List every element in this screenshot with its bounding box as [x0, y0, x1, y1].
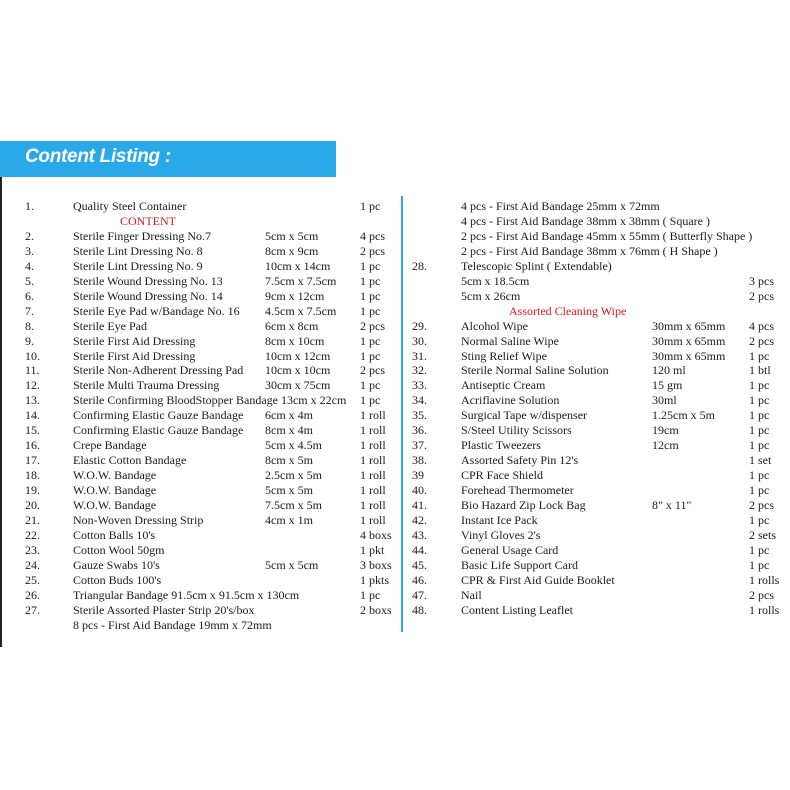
item-quantity: 2 boxs — [360, 602, 392, 617]
item-quantity: 2 pcs — [360, 318, 385, 333]
item-quantity: 1 pc — [360, 587, 381, 602]
content-listing-banner — [0, 141, 336, 177]
item-name: Non-Woven Dressing Strip — [73, 512, 204, 527]
item-quantity: 1 roll — [360, 512, 386, 527]
item-number: 2. — [25, 228, 34, 243]
item-number: 6. — [25, 288, 34, 303]
item-name: Bio Hazard Zip Lock Bag — [461, 498, 586, 512]
item-quantity: 1 pc — [749, 468, 770, 483]
list-item — [0, 453, 790, 468]
item-size: 12cm — [652, 438, 679, 453]
item-quantity: 1 pc — [360, 378, 381, 393]
item-number: 37. — [412, 438, 427, 453]
item-quantity: 1 pc — [749, 348, 770, 363]
item-number: 1. — [25, 199, 34, 213]
item-name: Cotton Buds 100's — [73, 572, 162, 587]
item-size: 10cm x 10cm — [265, 363, 331, 378]
item-number: 19. — [25, 483, 40, 498]
item-number: 16. — [25, 438, 40, 453]
item-quantity: 1 pc — [360, 333, 381, 348]
item-size: 30mm x 65mm — [652, 348, 726, 363]
item-number: 43. — [412, 527, 427, 542]
item-quantity: 2 pcs — [360, 243, 385, 258]
item-quantity: 2 pcs — [360, 363, 385, 378]
item-name: Content Listing Leaflet — [461, 602, 573, 617]
list-item — [0, 378, 790, 393]
item-number: 4. — [25, 258, 34, 273]
list-item — [0, 319, 790, 334]
item-name: W.O.W. Bandage — [73, 483, 157, 498]
item-number: 38. — [412, 453, 427, 468]
item-name: Forehead Thermometer — [461, 483, 574, 498]
item-name: 4 pcs - First Aid Bandage 25mm x 72mm — [461, 199, 660, 213]
item-quantity: 2 sets — [749, 527, 776, 542]
item-number: 5. — [25, 273, 34, 288]
item-quantity: 4 pcs — [749, 318, 774, 333]
item-number: 3. — [25, 243, 34, 258]
item-size: 120 ml — [652, 363, 686, 378]
item-name: Sterile First Aid Dressing — [73, 348, 196, 363]
item-quantity: 1 pkt — [360, 542, 385, 557]
list-item — [0, 199, 790, 214]
item-name: Sterile Assorted Plaster Strip 20's/box — [73, 602, 255, 617]
page-title: Content Listing : — [25, 146, 171, 167]
item-number: 32. — [412, 363, 427, 378]
item-name: Plastic Tweezers — [461, 438, 541, 453]
item-size: 7.5cm x 7.5cm — [265, 273, 337, 288]
item-quantity: 1 roll — [360, 468, 386, 483]
item-name: 2 pcs - First Aid Bandage 45mm x 55mm ( Butterfly Shape ) — [461, 228, 753, 243]
item-quantity: 1 pc — [360, 199, 381, 213]
item-number: 33. — [412, 378, 427, 393]
list-item — [0, 349, 790, 364]
item-quantity: 1 roll — [360, 483, 386, 498]
list-item — [0, 603, 790, 618]
item-name: Normal Saline Wipe — [461, 333, 559, 348]
item-number: 23. — [25, 542, 40, 557]
item-quantity: 1 pc — [360, 273, 381, 288]
item-size: 5cm x 5m — [265, 483, 313, 498]
item-quantity: 1 roll — [360, 423, 386, 438]
list-item — [0, 483, 790, 498]
item-number: 9. — [25, 333, 34, 348]
item-size: 2.5cm x 5m — [265, 468, 322, 483]
item-quantity: 1 rolls — [749, 602, 780, 617]
item-quantity: 1 pc — [360, 288, 381, 303]
item-quantity: 1 pc — [360, 303, 381, 318]
item-quantity: 2 pcs — [749, 333, 774, 348]
list-item — [0, 214, 790, 229]
list-item — [0, 618, 790, 633]
list-item — [0, 573, 790, 588]
item-name: Sting Relief Wipe — [461, 348, 547, 363]
item-name: Sterile Eye Pad — [73, 318, 147, 333]
item-name: Sterile Wound Dressing No. 14 — [73, 288, 223, 303]
item-size: 8" x 11" — [652, 498, 692, 512]
item-size: 8cm x 10cm — [265, 333, 325, 348]
item-quantity: 2 pcs — [749, 288, 774, 303]
list-item — [0, 244, 790, 259]
item-name: Sterile Non-Adherent Dressing Pad — [73, 363, 244, 378]
item-number: 29. — [412, 318, 427, 333]
item-number: 8. — [25, 318, 34, 333]
item-quantity: 1 pc — [749, 483, 770, 498]
list-item — [0, 423, 790, 438]
section-heading-text: Assorted Cleaning Wipe — [509, 303, 627, 318]
item-quantity: 1 btl — [749, 363, 771, 378]
item-name: Antiseptic Cream — [461, 378, 546, 393]
item-name: CPR & First Aid Guide Booklet — [461, 572, 615, 587]
item-name: 5cm x 18.5cm — [461, 273, 530, 288]
item-quantity: 1 pc — [749, 393, 770, 408]
list-item — [0, 543, 790, 558]
item-name: Cotton Balls 10's — [73, 527, 156, 542]
item-size: 30mm x 65mm — [652, 318, 726, 333]
item-name: Crepe Bandage — [73, 438, 147, 453]
list-item — [0, 259, 790, 274]
item-name: CPR Face Shield — [461, 468, 544, 483]
item-quantity: 1 roll — [360, 453, 386, 468]
item-name: Surgical Tape w/dispenser — [461, 408, 588, 423]
item-number: 22. — [25, 527, 40, 542]
item-name: Instant Ice Pack — [461, 512, 538, 527]
item-name: Sterile First Aid Dressing — [73, 333, 196, 348]
item-number: 26. — [25, 587, 40, 602]
item-quantity: 4 boxs — [360, 527, 392, 542]
item-quantity: 1 roll — [360, 498, 386, 512]
item-number: 20. — [25, 498, 40, 512]
item-number: 39 — [412, 468, 424, 483]
item-name: Telescopic Splint ( Extendable) — [461, 258, 612, 273]
item-name: 8 pcs - First Aid Bandage 19mm x 72mm — [73, 617, 272, 632]
item-name: 5cm x 26cm — [461, 288, 521, 303]
item-name: Acriflavine Solution — [461, 393, 560, 408]
item-quantity: 1 pc — [749, 423, 770, 438]
item-quantity: 1 pc — [749, 408, 770, 423]
item-number: 31. — [412, 348, 427, 363]
item-name: General Usage Card — [461, 542, 559, 557]
item-number: 44. — [412, 542, 427, 557]
item-name: Confirming Elastic Gauze Bandage — [73, 423, 244, 438]
item-size: 4.5cm x 7.5cm — [265, 303, 337, 318]
item-size: 1.25cm x 5m — [652, 408, 715, 423]
item-size: 10cm x 14cm — [265, 258, 331, 273]
item-number: 47. — [412, 587, 427, 602]
item-quantity: 3 boxs — [360, 557, 392, 572]
item-name: Quality Steel Container — [73, 199, 187, 213]
list-item — [0, 393, 790, 408]
item-size: 9cm x 12cm — [265, 288, 325, 303]
item-quantity: 1 pc — [749, 542, 770, 557]
item-name: 4 pcs - First Aid Bandage 38mm x 38mm ( Square ) — [461, 213, 710, 228]
item-quantity: 4 pcs — [360, 228, 385, 243]
item-name: S/Steel Utility Scissors — [461, 423, 572, 438]
item-name: W.O.W. Bandage — [73, 468, 157, 483]
list-item — [0, 334, 790, 349]
item-size: 4cm x 1m — [265, 512, 313, 527]
item-number: 13. — [25, 393, 40, 408]
item-number: 48. — [412, 602, 427, 617]
item-number: 18. — [25, 468, 40, 483]
item-number: 46. — [412, 572, 427, 587]
item-quantity: 1 set — [749, 453, 772, 468]
item-number: 21. — [25, 512, 40, 527]
item-quantity: 3 pcs — [749, 273, 774, 288]
item-size: 30mm x 65mm — [652, 333, 726, 348]
item-name: Sterile Lint Dressing No. 9 — [73, 258, 203, 273]
list-item — [0, 498, 790, 513]
item-number: 45. — [412, 557, 427, 572]
item-number: 36. — [412, 423, 427, 438]
list-item — [0, 468, 790, 483]
item-quantity: 1 pc — [360, 348, 381, 363]
list-item — [0, 558, 790, 573]
item-size: 5cm x 5cm — [265, 228, 319, 243]
item-quantity: 1 pc — [749, 557, 770, 572]
item-number: 42. — [412, 512, 427, 527]
item-name: Elastic Cotton Bandage — [73, 453, 187, 468]
item-name: Sterile Normal Saline Solution — [461, 363, 609, 378]
item-size: 30cm x 75cm — [265, 378, 331, 393]
item-quantity: 2 pcs — [749, 587, 774, 602]
list-item — [0, 513, 790, 528]
item-size: 19cm — [652, 423, 679, 438]
item-name: Alcohol Wipe — [461, 318, 528, 333]
item-number: 34. — [412, 393, 427, 408]
item-name: Sterile Multi Trauma Dressing — [73, 378, 220, 393]
item-quantity: 1 pc — [749, 512, 770, 527]
list-item — [0, 274, 790, 289]
item-name: Triangular Bandage 91.5cm x 91.5cm x 130cm — [73, 587, 300, 602]
item-name: Sterile Lint Dressing No. 8 — [73, 243, 203, 258]
item-number: 25. — [25, 572, 40, 587]
item-number: 10. — [25, 348, 40, 363]
item-number: 28. — [412, 258, 427, 273]
item-quantity: 1 pc — [360, 393, 381, 408]
item-size: 8cm x 4m — [265, 423, 313, 438]
list-item — [0, 528, 790, 543]
section-heading-text: CONTENT — [120, 213, 176, 228]
item-quantity: 1 pc — [749, 438, 770, 453]
item-quantity: 1 pc — [749, 378, 770, 393]
item-name: Confirming Elastic Gauze Bandage — [73, 408, 244, 423]
item-size: 10cm x 12cm — [265, 348, 331, 363]
item-size: 8cm x 5m — [265, 453, 313, 468]
item-name: W.O.W. Bandage — [73, 498, 157, 512]
item-name: Sterile Finger Dressing No.7 — [73, 228, 211, 243]
section-heading — [0, 304, 790, 319]
list-item — [0, 438, 790, 453]
item-name: Sterile Wound Dressing No. 13 — [73, 273, 223, 288]
item-size: 6cm x 8cm — [265, 318, 319, 333]
item-name: Nail — [461, 587, 482, 602]
item-quantity: 1 pc — [360, 258, 381, 273]
item-size: 8cm x 9cm — [265, 243, 319, 258]
item-name: Vinyl Gloves 2's — [461, 527, 541, 542]
item-quantity: 1 pkts — [360, 572, 390, 587]
item-quantity: 1 rolls — [749, 572, 780, 587]
item-number: 40. — [412, 483, 427, 498]
item-number: 14. — [25, 408, 40, 423]
item-number: 41. — [412, 498, 427, 512]
item-quantity: 2 pcs — [749, 498, 774, 512]
item-number: 15. — [25, 423, 40, 438]
item-number: 17. — [25, 453, 40, 468]
item-name: Basic Life Support Card — [461, 557, 578, 572]
item-size: 5cm x 5cm — [265, 557, 319, 572]
list-item — [0, 363, 790, 378]
list-item — [0, 408, 790, 423]
item-size: 6cm x 4m — [265, 408, 313, 423]
item-number: 11. — [25, 363, 40, 378]
item-name: 2 pcs - First Aid Bandage 38mm x 76mm ( H Shape ) — [461, 243, 718, 258]
item-number: 12. — [25, 378, 40, 393]
list-item — [0, 588, 790, 603]
item-number: 27. — [25, 602, 40, 617]
item-size: 7.5cm x 5m — [265, 498, 322, 512]
item-number: 30. — [412, 333, 427, 348]
item-name: Cotton Wool 50gm — [73, 542, 165, 557]
item-quantity: 1 roll — [360, 438, 386, 453]
item-name: Assorted Safety Pin 12's — [461, 453, 579, 468]
item-quantity: 1 roll — [360, 408, 386, 423]
item-name: Gauze Swabs 10's — [73, 557, 160, 572]
item-number: 24. — [25, 557, 40, 572]
item-number: 35. — [412, 408, 427, 423]
list-item — [0, 289, 790, 304]
item-size: 30ml — [652, 393, 677, 408]
item-name: Sterile Confirming BloodStopper Bandage 13cm x 22cm — [73, 393, 347, 408]
list-item — [0, 229, 790, 244]
item-size: 15 gm — [652, 378, 683, 393]
item-size: 5cm x 4.5m — [265, 438, 322, 453]
item-number: 7. — [25, 303, 34, 318]
item-name: Sterile Eye Pad w/Bandage No. 16 — [73, 303, 240, 318]
